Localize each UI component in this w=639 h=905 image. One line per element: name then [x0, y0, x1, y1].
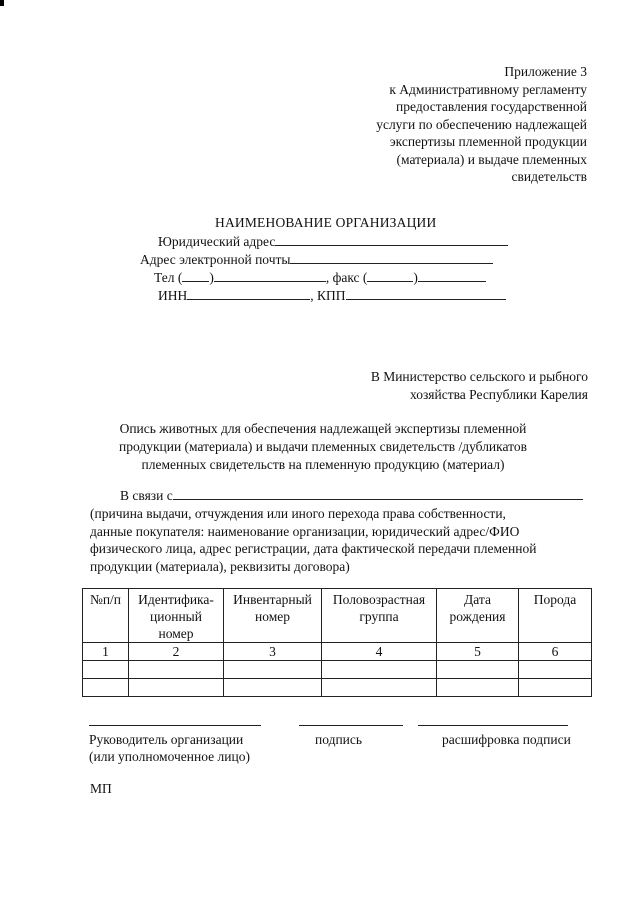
reason-note-line: продукции (материала), реквизиты договора) — [90, 558, 350, 574]
inn-kpp-line — [158, 287, 506, 304]
fax-code-blank — [367, 269, 413, 282]
email-line — [140, 251, 493, 268]
phone-label: Тел ( — [154, 270, 183, 285]
table-header-row — [83, 589, 592, 643]
annex-line: (материала) и выдаче племенных — [396, 151, 587, 167]
document-title-line: племенных свидетельств на племенную продукцию (материал) — [141, 457, 505, 472]
table-row — [83, 661, 592, 679]
table-cell[interactable] — [224, 661, 322, 679]
legal-address-line — [158, 233, 508, 250]
document-title — [70, 420, 576, 474]
table-column-numbers-row — [83, 643, 592, 661]
header-identification-number: Идентифика- ционный номер — [129, 589, 224, 643]
table-cell: 3 — [224, 643, 322, 661]
stamp-label: МП — [90, 781, 112, 796]
head-label: Руководитель организации (или уполномоченное лицо) — [89, 732, 250, 764]
reason-note-line: физического лица, адрес регистрации, дата фактической передачи племенной — [90, 541, 537, 556]
table-cell[interactable] — [437, 679, 519, 697]
email-label: Адрес электронной почты — [140, 252, 291, 267]
table-cell: 6 — [519, 643, 592, 661]
inn-blank — [187, 287, 310, 300]
reason-note-line: данные покупателя: наименование организации, юридический адрес/ФИО — [90, 523, 520, 539]
fax-number-blank — [418, 269, 486, 282]
reason-note-line: (причина выдачи, отчуждения или иного перехода права собственности, — [90, 506, 506, 521]
annex-block — [327, 63, 587, 186]
phone-code-blank — [182, 269, 209, 282]
fax-label: , факс ( — [325, 270, 368, 285]
table-cell[interactable] — [83, 661, 129, 679]
table-cell: 4 — [322, 643, 437, 661]
table-cell: 2 — [129, 643, 224, 661]
table-cell[interactable] — [437, 661, 519, 679]
phone-paren: ) — [209, 270, 214, 285]
recipient-block — [288, 368, 588, 404]
table-cell: 1 — [83, 643, 129, 661]
animals-table — [82, 588, 592, 697]
email-blank — [290, 251, 493, 264]
table-cell[interactable] — [519, 679, 592, 697]
header-breed: Порода — [519, 589, 592, 643]
kpp-blank — [346, 287, 506, 300]
scan-corner-mark — [0, 0, 4, 6]
phone-fax-line — [154, 269, 486, 286]
decoding-label: расшифровка подписи — [442, 732, 571, 747]
document-title-line: продукции (материала) и выдачи племенных свидетельств /дубликатов — [118, 439, 528, 454]
table-cell: 5 — [437, 643, 519, 661]
table-cell[interactable] — [129, 679, 224, 697]
reason-line — [120, 487, 583, 504]
table-cell[interactable] — [83, 679, 129, 697]
annex-line: предоставления государственной — [396, 99, 587, 114]
reason-label: В связи с — [120, 488, 173, 503]
table-row — [83, 679, 592, 697]
legal-address-blank — [275, 233, 508, 246]
signature-label: подпись — [315, 732, 363, 747]
table-cell[interactable] — [322, 661, 437, 679]
organization-title: НАИМЕНОВАНИЕ ОРГАНИЗАЦИИ — [215, 215, 437, 230]
header-inventory-number: Инвентарный номер — [224, 589, 322, 643]
header-number: №п/п — [83, 589, 129, 643]
header-sex-age-group: Половозрастная группа — [322, 589, 437, 643]
signature-line — [299, 725, 403, 726]
reason-note — [90, 505, 590, 575]
document-title-line: Опись животных для обеспечения надлежащей экспертизы племенной — [119, 421, 527, 436]
recipient-line: хозяйства Республики Карелия — [409, 387, 588, 402]
inn-label: ИНН — [158, 288, 188, 303]
animals-table-wrap — [82, 588, 592, 697]
decoding-line — [418, 725, 568, 726]
header-birth-date: Дата рождения — [437, 589, 519, 643]
annex-line: экспертизы племенной продукции — [389, 134, 587, 149]
annex-line: к Административному регламенту — [389, 81, 587, 97]
head-signature-line — [89, 725, 261, 726]
recipient-line: В Министерство сельского и рыбного — [370, 369, 588, 384]
table-cell[interactable] — [129, 661, 224, 679]
fax-paren: ) — [413, 270, 418, 285]
reason-blank — [173, 487, 583, 500]
legal-address-label: Юридический адрес — [158, 234, 276, 249]
kpp-label: , КПП — [310, 288, 346, 303]
annex-line: Приложение 3 — [504, 64, 587, 79]
annex-line: свидетельств — [511, 169, 587, 184]
phone-number-blank — [214, 269, 326, 282]
table-cell[interactable] — [224, 679, 322, 697]
annex-line: услуги по обеспечению надлежащей — [376, 116, 587, 132]
table-cell[interactable] — [519, 661, 592, 679]
table-cell[interactable] — [322, 679, 437, 697]
